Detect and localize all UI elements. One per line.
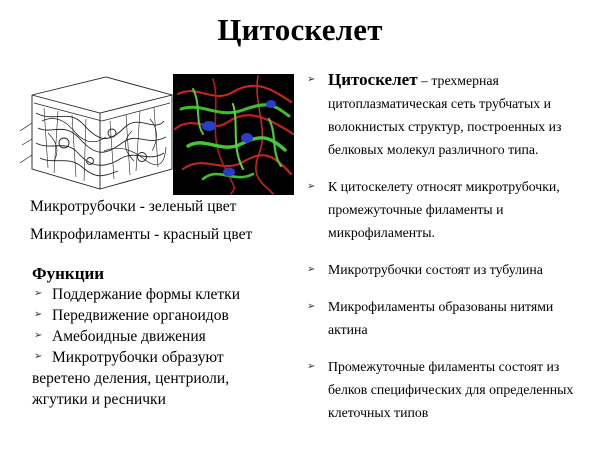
function-item <box>32 326 282 347</box>
function-item <box>32 284 282 305</box>
bullet-arrow-icon: ➢ <box>307 264 316 275</box>
caption-microfilaments: Микрофиламенты - красный цвет <box>30 226 253 243</box>
bullet-text: Микрофиламенты образованы нитями актина <box>328 299 554 337</box>
fluorescence-micrograph-image <box>173 74 294 195</box>
function-item-text: Микротрубочки образуют <box>52 349 224 366</box>
definition-bullet <box>304 175 594 244</box>
bullet-arrow-icon: ➢ <box>34 309 43 320</box>
term-definition: – трехмерная цитоплазматическая сеть трубчатых и волокнистых структур, построенных из белковых молекул различного типа. <box>328 73 562 157</box>
bullet-arrow-icon: ➢ <box>34 351 43 362</box>
bullet-text: Микротрубочки состоят из тубулина <box>328 262 543 277</box>
bullet-arrow-icon: ➢ <box>307 74 316 85</box>
bullet-text: К цитоскелету относят микротрубочки, промежуточные филаменты и микрофиламенты. <box>328 179 560 240</box>
cytoskeleton-sketch-image <box>14 73 176 191</box>
function-item-text: Передвижение органоидов <box>52 307 229 324</box>
function-item-text: Амебоидные движения <box>52 328 206 345</box>
page-title: Цитоскелет <box>217 12 383 47</box>
function-item <box>32 347 282 368</box>
bullet-arrow-icon: ➢ <box>34 288 43 299</box>
caption-microtubules: Микротрубочки - зеленый цвет <box>30 198 237 215</box>
bullet-arrow-icon: ➢ <box>307 361 316 372</box>
function-item-continuation: веретено деления, центриоли, жгутики и реснички <box>32 370 230 408</box>
bullet-arrow-icon: ➢ <box>307 181 316 192</box>
definition-bullet <box>304 68 594 161</box>
definition-bullet <box>304 295 594 341</box>
definition-bullet <box>304 355 594 424</box>
bullet-arrow-icon: ➢ <box>34 330 43 341</box>
definition-bullet <box>304 258 594 281</box>
function-item <box>32 305 282 326</box>
bullet-arrow-icon: ➢ <box>307 301 316 312</box>
definition-list <box>304 68 594 424</box>
functions-heading: Функции <box>32 264 105 283</box>
functions-section <box>32 263 282 410</box>
bullet-text: Промежуточные филаменты состоят из белков специфических для определенных клеточных типов <box>328 359 574 420</box>
function-item-text: Поддержание формы клетки <box>52 286 240 303</box>
term-cytoskeleton: Цитоскелет <box>328 70 418 89</box>
